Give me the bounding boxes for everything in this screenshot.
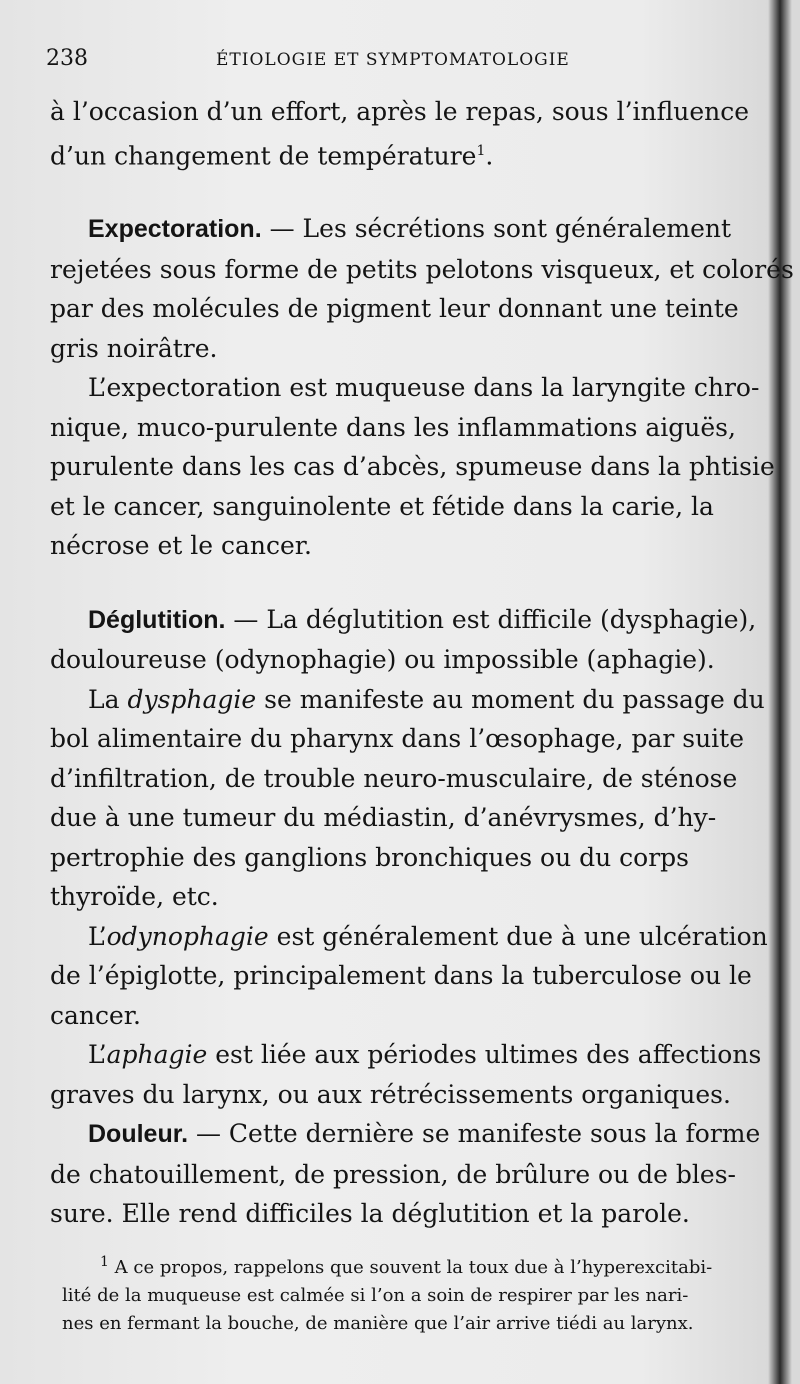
text-line: pertrophie des ganglions bronchiques ou du corps bbox=[50, 842, 690, 872]
text-span: se manifeste au moment du passage du bbox=[256, 684, 765, 714]
running-title: ÉTIOLOGIE ET SYMPTOMATOLOGIE bbox=[216, 50, 570, 70]
text-span: . bbox=[485, 140, 494, 170]
paragraph-gap bbox=[50, 175, 762, 209]
text-line: rejetées sous forme de petits pelotons visqueux, et colorés bbox=[50, 254, 794, 284]
text-span: est liée aux périodes ultimes des affections bbox=[207, 1040, 762, 1070]
text-line: bol alimentaire du pharynx dans l’œsophage, par suite bbox=[50, 724, 745, 754]
text-line: douloureuse (odynophagie) ou impossible (aphagie). bbox=[50, 645, 715, 675]
text-line: due à une tumeur du médiastin, d’anévrysmes, d’hy- bbox=[50, 803, 717, 833]
text-line: et le cancer, sanguinolente et fétide dans la carie, la bbox=[50, 491, 714, 521]
section-title: Douleur. bbox=[88, 1120, 189, 1149]
paragraph-gap bbox=[50, 566, 762, 600]
text-line: de chatouillement, de pression, de brûlure ou de bles- bbox=[50, 1159, 736, 1189]
section-douleur bbox=[50, 1114, 762, 1155]
text-line: sure. Elle rend difficiles la déglutition et la parole. bbox=[50, 1199, 690, 1229]
text-span: L’ bbox=[88, 1040, 107, 1070]
section-deglutition bbox=[50, 600, 762, 641]
text-line: graves du larynx, ou aux rétrécissements organiques. bbox=[50, 1079, 731, 1109]
text-line: d’infiltration, de trouble neuro-musculaire, de sténose bbox=[50, 763, 738, 793]
text-line: nique, muco-purulente dans les inflammations aiguës, bbox=[50, 412, 736, 442]
footnote-line: lité de la muqueuse est calmée si l’on a soin de respirer par les nari- bbox=[62, 1285, 689, 1306]
section-expectoration bbox=[50, 209, 762, 250]
text-line: par des molécules de pigment leur donnant une teinte bbox=[50, 294, 739, 324]
text-line: gris noirâtre. bbox=[50, 333, 218, 363]
section-title: Expectoration. bbox=[88, 215, 262, 244]
text-span: d’un changement de température bbox=[50, 140, 477, 170]
text-span: A ce propos, rappelons que souvent la toux due à l’hyperexcitabi- bbox=[108, 1257, 713, 1278]
italic-term: odynophagie bbox=[106, 921, 269, 951]
text-span: — Cette dernière se manifeste sous la forme bbox=[188, 1119, 761, 1149]
text-line: cancer. bbox=[50, 1000, 141, 1030]
text-line: nécrose et le cancer. bbox=[50, 531, 312, 561]
text-span: La bbox=[88, 684, 128, 714]
text-line: de l’épiglotte, principalement dans la tuberculose ou le bbox=[50, 961, 752, 991]
text-span: L’ bbox=[88, 921, 107, 951]
italic-term: dysphagie bbox=[127, 684, 257, 714]
section-title: Déglutition. bbox=[88, 605, 226, 634]
text-line bbox=[50, 132, 762, 176]
italic-term: aphagie bbox=[106, 1040, 208, 1070]
text-line: thyroïde, etc. bbox=[50, 882, 219, 912]
text-span: — Les sécrétions sont généralement bbox=[261, 214, 732, 244]
page-header bbox=[46, 46, 636, 71]
text-line: à l’occasion d’un effort, après le repas, sous l’influence bbox=[50, 97, 750, 126]
body-text bbox=[50, 92, 794, 1234]
text-line bbox=[50, 1035, 762, 1075]
text-line bbox=[50, 917, 768, 957]
footnote bbox=[62, 1248, 782, 1338]
text-span: est généralement due à une ulcération bbox=[268, 921, 768, 951]
footnote-ref: 1 bbox=[476, 142, 486, 159]
text-line bbox=[50, 680, 765, 720]
text-span: — La déglutition est difficile (dysphagie), bbox=[225, 604, 757, 634]
text-line: purulente dans les cas d’abcès, spumeuse dans la phtisie bbox=[50, 452, 775, 482]
footnote-line bbox=[62, 1248, 782, 1282]
footnote-marker: 1 bbox=[100, 1254, 109, 1270]
text-line: L’expectoration est muqueuse dans la laryngite chro- bbox=[88, 373, 760, 403]
page-number: 238 bbox=[46, 46, 88, 71]
footnote-line: nes en fermant la bouche, de manière que l’air arrive tiédi au larynx. bbox=[62, 1313, 694, 1334]
